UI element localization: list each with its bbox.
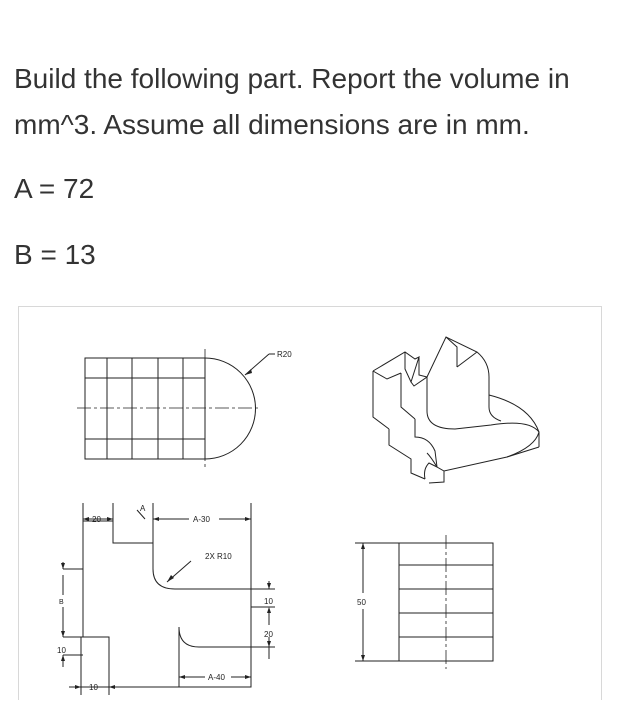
dim-10-bottom: 10 [89,683,98,692]
dim-20-right: 20 [264,630,273,639]
dim-a-label: A [140,504,146,513]
param-b: B = 13 [14,239,96,270]
dim-r20: R20 [277,350,292,359]
technical-drawing [18,306,602,700]
dim-b-label: B [59,599,64,606]
drawing-svg [19,307,603,701]
dim-50: 50 [357,598,366,607]
side-view [355,535,493,669]
param-a: A = 72 [14,173,95,204]
dim-20-top: 20 [92,515,101,524]
question-text: Build the following part. Report the volume in mm^3. Assume all dimensions are in mm. [14,63,570,140]
dim-a-minus-30: A-30 [193,515,210,524]
dim-2x-r10: 2X R10 [205,552,232,561]
isometric-view [373,337,539,483]
dim-10-right: 10 [264,597,273,606]
front-view [63,503,275,695]
dim-10-left: 10 [57,646,66,655]
top-view [77,349,275,467]
dim-a-minus-40: A-40 [208,673,225,682]
